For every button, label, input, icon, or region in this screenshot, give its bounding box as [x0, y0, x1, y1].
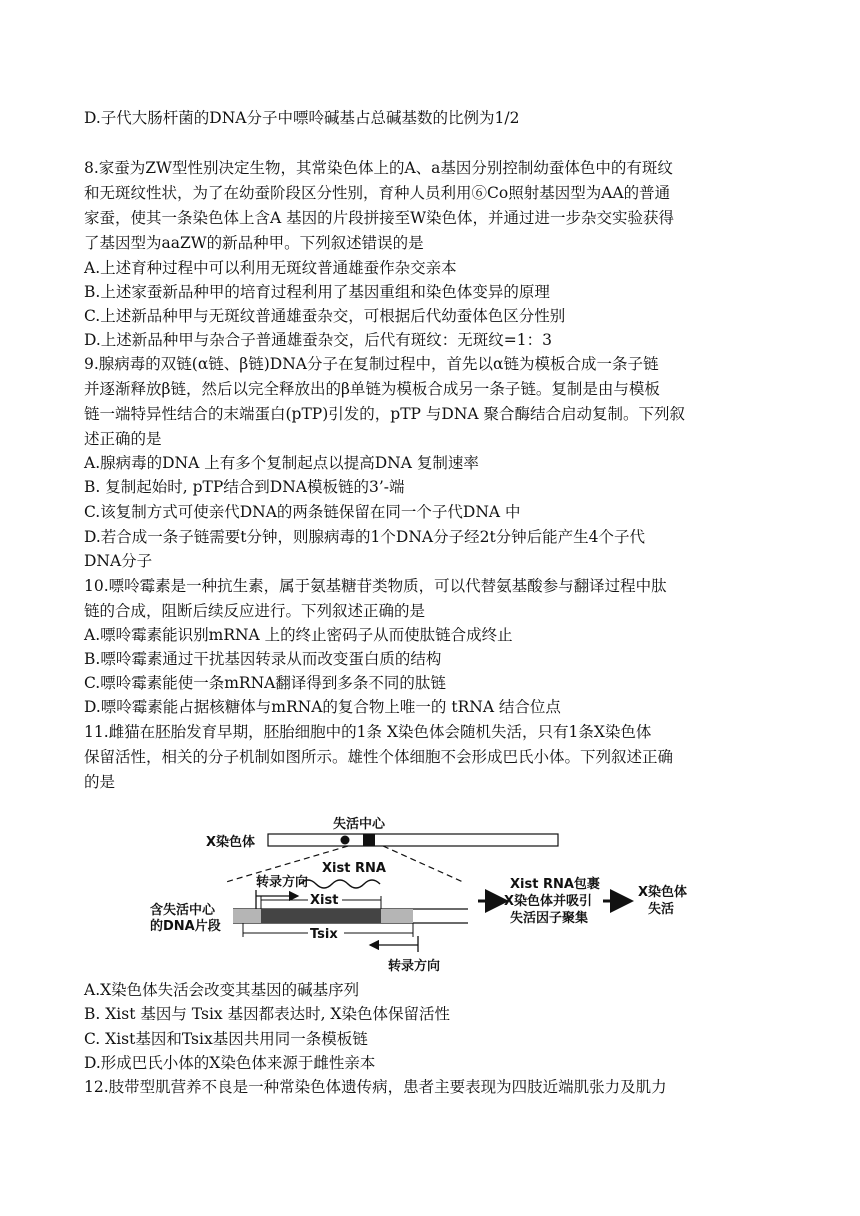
dna-segment-label-line2: 的DNA片段 [150, 919, 221, 934]
q8-option-d: D.上述新品种甲与杂合子普通雄蚕杂交，后代有斑纹：无斑纹=1：3 [84, 331, 553, 349]
q10-option-d: D.嘌呤霉素能占据核糖体与mRNA的复合物上唯一的 tRNA 结合位点 [84, 698, 561, 716]
q9-option-a: A.腺病毒的DNA 上有多个复制起点以提高DNA 复制速率 [84, 454, 479, 472]
q9-option-b: B. 复制起始时, pTP结合到DNA模板链的3’-端 [84, 478, 405, 496]
dna-segment-label-line1: 含失活中心 [150, 903, 216, 918]
q11-stem-line: 保留活性，相关的分子机制如图所示。雄性个体细胞不会形成巴氏小体。下列叙述正确 [84, 748, 674, 766]
q8-stem-line: 和无斑纹性状，为了在幼蚕阶段区分性别，育种人员利用⑥Co照射基因型为AA的普通 [84, 184, 671, 202]
q11-option-d: D.形成巴氏小体的X染色体来源于雌性亲本 [84, 1054, 376, 1072]
inactivation-center-label: 失活中心 [333, 817, 386, 832]
q8-option-b: B.上述家蚕新品种甲的培育过程利用了基因重组和染色体变异的原理 [84, 283, 550, 301]
dna-region-right [381, 909, 413, 923]
transcription-direction-label-1: 转录方向 [256, 875, 309, 890]
q11-stem-line: 11.雌猫在胚胎发育早期，胚胎细胞中的1条 X染色体会随机失活，只有1条X染色体 [84, 723, 652, 741]
q9-option-d-cont: DNA分子 [84, 552, 153, 570]
q9-stem-line: 链一端特异性结合的末端蛋白(pTP)引发的，pTP 与DNA 聚合酶结合启动复制。下列叙 [84, 405, 686, 423]
q9-stem-line: 9.腺病毒的双链(α链、β链)DNA分子在复制过程中，首先以α链为模板合成一条子链 [84, 355, 659, 373]
q11-option-b: B. Xist 基因与 Tsix 基因都表达时, X染色体保留活性 [84, 1005, 450, 1023]
x-inactivation-diagram [148, 810, 728, 980]
zoom-line-right [383, 846, 463, 882]
q10-option-a: A.嘌呤霉素能识别mRNA 上的终止密码子从而使肽链合成终止 [84, 626, 513, 644]
q9-stem-line: 述正确的是 [84, 430, 162, 448]
q10-option-c: C.嘌呤霉素能使一条mRNA翻译得到多条不同的肽链 [84, 674, 446, 692]
result-text-line1: X染色体 [638, 885, 688, 900]
xist-rna-wave [300, 880, 380, 888]
process-text-line3: 失活因子聚集 [510, 911, 589, 926]
q8-option-c: C.上述新品种甲与无斑纹普通雄蚕杂交，可根据后代幼蚕体色区分性别 [84, 307, 566, 325]
centromere-dot [341, 836, 350, 845]
q9-option-d: D.若合成一条子链需要t分钟，则腺病毒的1个DNA分子经2t分钟后能产生4个子代 [84, 528, 646, 546]
x-chromosome-label: X染色体 [206, 835, 256, 850]
inactivation-center-block [363, 834, 375, 846]
transcription-direction-label-2: 转录方向 [388, 959, 441, 974]
q9-option-c: C.该复制方式可使亲代DNA的两条链保留在同一个子代DNA 中 [84, 503, 521, 521]
q8-stem-line: 了基因型为aaZW的新品种甲。下列叙述错误的是 [84, 234, 424, 252]
q10-option-b: B.嘌呤霉素通过干扰基因转录从而改变蛋白质的结构 [84, 650, 442, 668]
q11-stem-line: 的是 [84, 773, 116, 791]
q8-stem-line: 家蚕，使其一条染色体上含A 基因的片段拼接至W染色体，并通过进一步杂交实验获得 [84, 209, 675, 227]
q9-stem-line: 并逐渐释放β链，然后以完全释放出的β单链为模板合成另一条子链。复制是由与模板 [84, 380, 660, 398]
q11-option-a: A.X染色体失活会改变其基因的碱基序列 [84, 981, 360, 999]
tsix-label: Tsix [310, 927, 338, 942]
result-text-line2: 失活 [648, 902, 675, 917]
q8-option-a: A.上述育种过程中可以利用无斑纹普通雄蚕作杂交亲本 [84, 259, 457, 277]
q10-stem-line: 链的合成，阻断后续反应进行。下列叙述正确的是 [84, 602, 426, 620]
q8-stem-line: 8.家蚕为ZW型性别决定生物，其常染色体上的A、a基因分别控制幼蚕体色中的有斑纹 [84, 159, 673, 177]
process-text-line2: X染色体并吸引 [504, 894, 593, 909]
dna-region-left [233, 909, 261, 923]
q10-stem-line: 10.嘌呤霉素是一种抗生素，属于氨基糖苷类物质，可以代替氨基酸参与翻译过程中肽 [84, 577, 667, 595]
q7-option-d: D.子代大肠杆菌的DNA分子中嘌呤碱基占总碱基数的比例为1/2 [84, 109, 520, 127]
xist-gene-block [261, 909, 381, 923]
q12-stem-line: 12.肢带型肌营养不良是一种常染色体遗传病，患者主要表现为四肢近端肌张力及肌力 [84, 1078, 667, 1096]
x-chromosome-bar [268, 834, 558, 846]
q11-option-c: C. Xist基因和Tsix基因共用同一条模板链 [84, 1030, 368, 1048]
process-text-line1: Xist RNA包裹 [510, 877, 600, 892]
xist-label: Xist [310, 893, 339, 908]
xist-rna-label: Xist RNA [322, 861, 386, 876]
